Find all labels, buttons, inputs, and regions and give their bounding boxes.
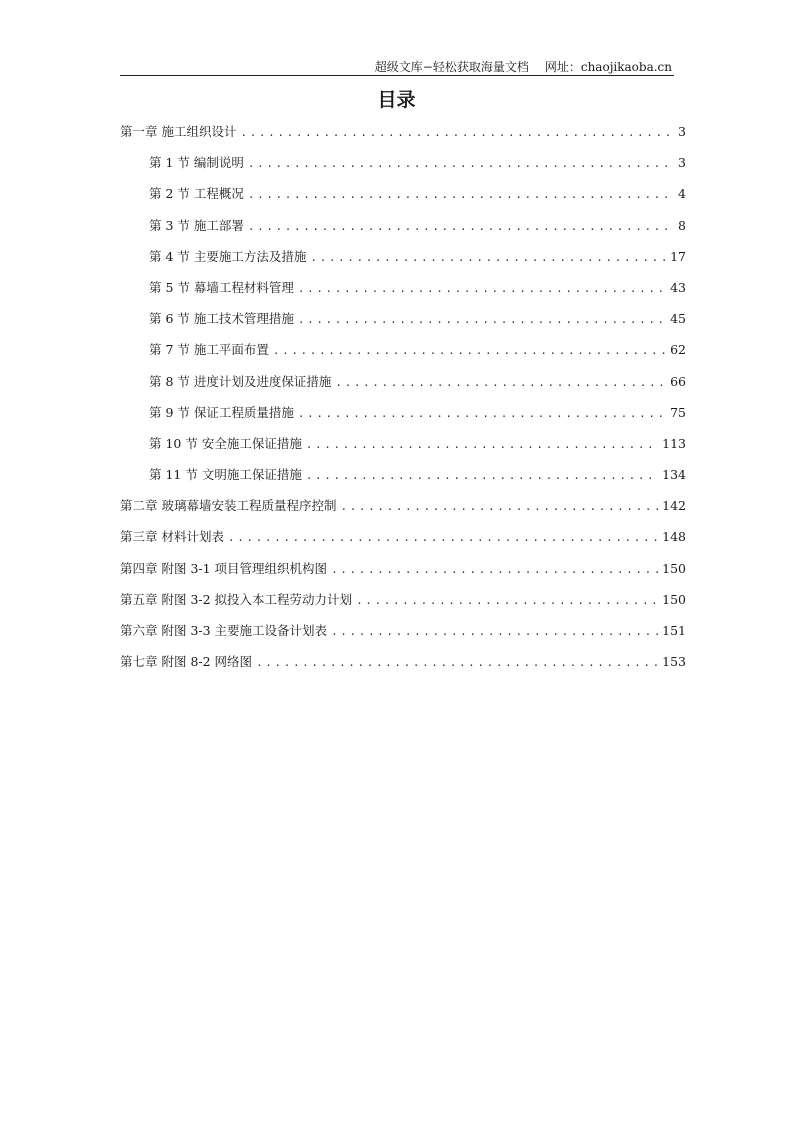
toc-section-entry[interactable] bbox=[120, 153, 686, 184]
toc-page-number: 142 bbox=[662, 498, 686, 514]
toc-entry-label: 第二章 玻璃幕墙安装工程质量程序控制 bbox=[120, 498, 337, 514]
toc-dot-leader bbox=[298, 310, 666, 330]
toc-page-number: 75 bbox=[670, 404, 686, 420]
toc-dot-leader bbox=[248, 217, 674, 237]
toc-section-entry[interactable] bbox=[120, 247, 686, 278]
toc-chapter-entry[interactable] bbox=[120, 496, 686, 527]
toc-section-entry[interactable] bbox=[120, 184, 686, 215]
toc-dot-leader bbox=[228, 528, 658, 548]
toc-dot-leader bbox=[340, 497, 658, 517]
toc-page-number: 45 bbox=[670, 311, 686, 327]
toc-section-entry[interactable] bbox=[120, 434, 686, 465]
toc-page-number: 66 bbox=[670, 373, 686, 389]
toc-entry-label: 第三章 材料计划表 bbox=[120, 529, 224, 545]
toc-chapter-entry[interactable] bbox=[120, 527, 686, 558]
toc-chapter-entry[interactable] bbox=[120, 559, 686, 590]
toc-page-number: 4 bbox=[678, 186, 686, 202]
toc-entry-label: 第四章 附图 3-1 项目管理组织机构图 bbox=[120, 560, 328, 576]
toc-dot-leader bbox=[240, 123, 674, 143]
toc-dot-leader bbox=[256, 653, 658, 673]
toc-section-entry[interactable] bbox=[120, 278, 686, 309]
toc-entry-label: 第五章 附图 3-2 拟投入本工程劳动力计划 bbox=[120, 591, 353, 607]
toc-entry-label: 第一章 施工组织设计 bbox=[120, 124, 237, 139]
toc-entry-label: 第 5 节 幕墙工程材料管理 bbox=[149, 279, 294, 295]
toc-entry-label: 第 2 节 工程概况 bbox=[149, 186, 244, 202]
toc-page-number: 3 bbox=[678, 124, 686, 139]
toc-page-number: 8 bbox=[678, 217, 686, 233]
toc-entry-label: 第 10 节 安全施工保证措施 bbox=[149, 435, 302, 451]
toc-chapter-entry[interactable] bbox=[120, 621, 686, 652]
page-header bbox=[120, 55, 674, 76]
toc-page-number: 150 bbox=[662, 591, 686, 607]
toc-page-number: 3 bbox=[678, 155, 686, 171]
toc-entry-label: 第 3 节 施工部署 bbox=[149, 217, 244, 233]
toc-section-entry[interactable] bbox=[120, 309, 686, 340]
toc-section-entry[interactable] bbox=[120, 403, 686, 434]
header-text bbox=[375, 58, 672, 75]
toc-dot-leader bbox=[331, 560, 658, 580]
toc-entry-label: 第 4 节 主要施工方法及措施 bbox=[149, 248, 307, 264]
toc-entry-label: 第 9 节 保证工程质量措施 bbox=[149, 404, 294, 420]
toc-page-number: 134 bbox=[662, 467, 686, 483]
toc-dot-leader bbox=[298, 279, 666, 299]
toc-dot-leader bbox=[356, 591, 658, 611]
toc-section-entry[interactable] bbox=[120, 340, 686, 371]
toc-entry-label: 第六章 附图 3-3 主要施工设备计划表 bbox=[120, 623, 328, 638]
toc-section-entry[interactable] bbox=[120, 216, 686, 247]
toc-dot-leader bbox=[335, 373, 666, 393]
toc-page-number: 113 bbox=[662, 435, 686, 451]
toc-chapter-entry[interactable] bbox=[120, 652, 686, 683]
toc-title: 目录 bbox=[377, 89, 416, 111]
header-url: 网址：chaojikaoba.cn bbox=[544, 60, 672, 74]
toc-chapter-entry[interactable] bbox=[120, 122, 686, 153]
toc-page-number: 62 bbox=[670, 342, 686, 358]
toc-page-number: 151 bbox=[662, 623, 686, 638]
toc-entry-label: 第七章 附图 8-2 网络图 bbox=[120, 654, 253, 670]
toc-dot-leader bbox=[310, 248, 666, 268]
toc-entry-label: 第 7 节 施工平面布置 bbox=[149, 342, 269, 358]
toc-dot-leader bbox=[248, 185, 674, 205]
header-site-name: 超级文库−轻松获取海量文档 bbox=[374, 60, 529, 74]
toc-dot-leader bbox=[331, 622, 658, 642]
toc-dot-leader bbox=[298, 404, 666, 424]
toc-dot-leader bbox=[248, 154, 674, 174]
toc-entry-label: 第 1 节 编制说明 bbox=[149, 155, 244, 171]
toc-entry-label: 第 11 节 文明施工保证措施 bbox=[149, 467, 302, 483]
toc-page-number: 148 bbox=[662, 529, 686, 545]
toc-dot-leader bbox=[273, 341, 666, 361]
toc-page-number: 153 bbox=[662, 654, 686, 670]
toc-entry-label: 第 6 节 施工技术管理措施 bbox=[149, 311, 294, 327]
toc-entry-label: 第 8 节 进度计划及进度保证措施 bbox=[149, 373, 332, 389]
toc-page-number: 150 bbox=[662, 560, 686, 576]
toc-dot-leader bbox=[306, 435, 658, 455]
toc-section-entry[interactable] bbox=[120, 465, 686, 496]
toc-section-entry[interactable] bbox=[120, 372, 686, 403]
toc-dot-leader bbox=[306, 466, 658, 486]
table-of-contents bbox=[120, 122, 686, 683]
toc-chapter-entry[interactable] bbox=[120, 590, 686, 621]
toc-page-number: 43 bbox=[670, 279, 686, 295]
toc-page-number: 17 bbox=[670, 248, 686, 264]
